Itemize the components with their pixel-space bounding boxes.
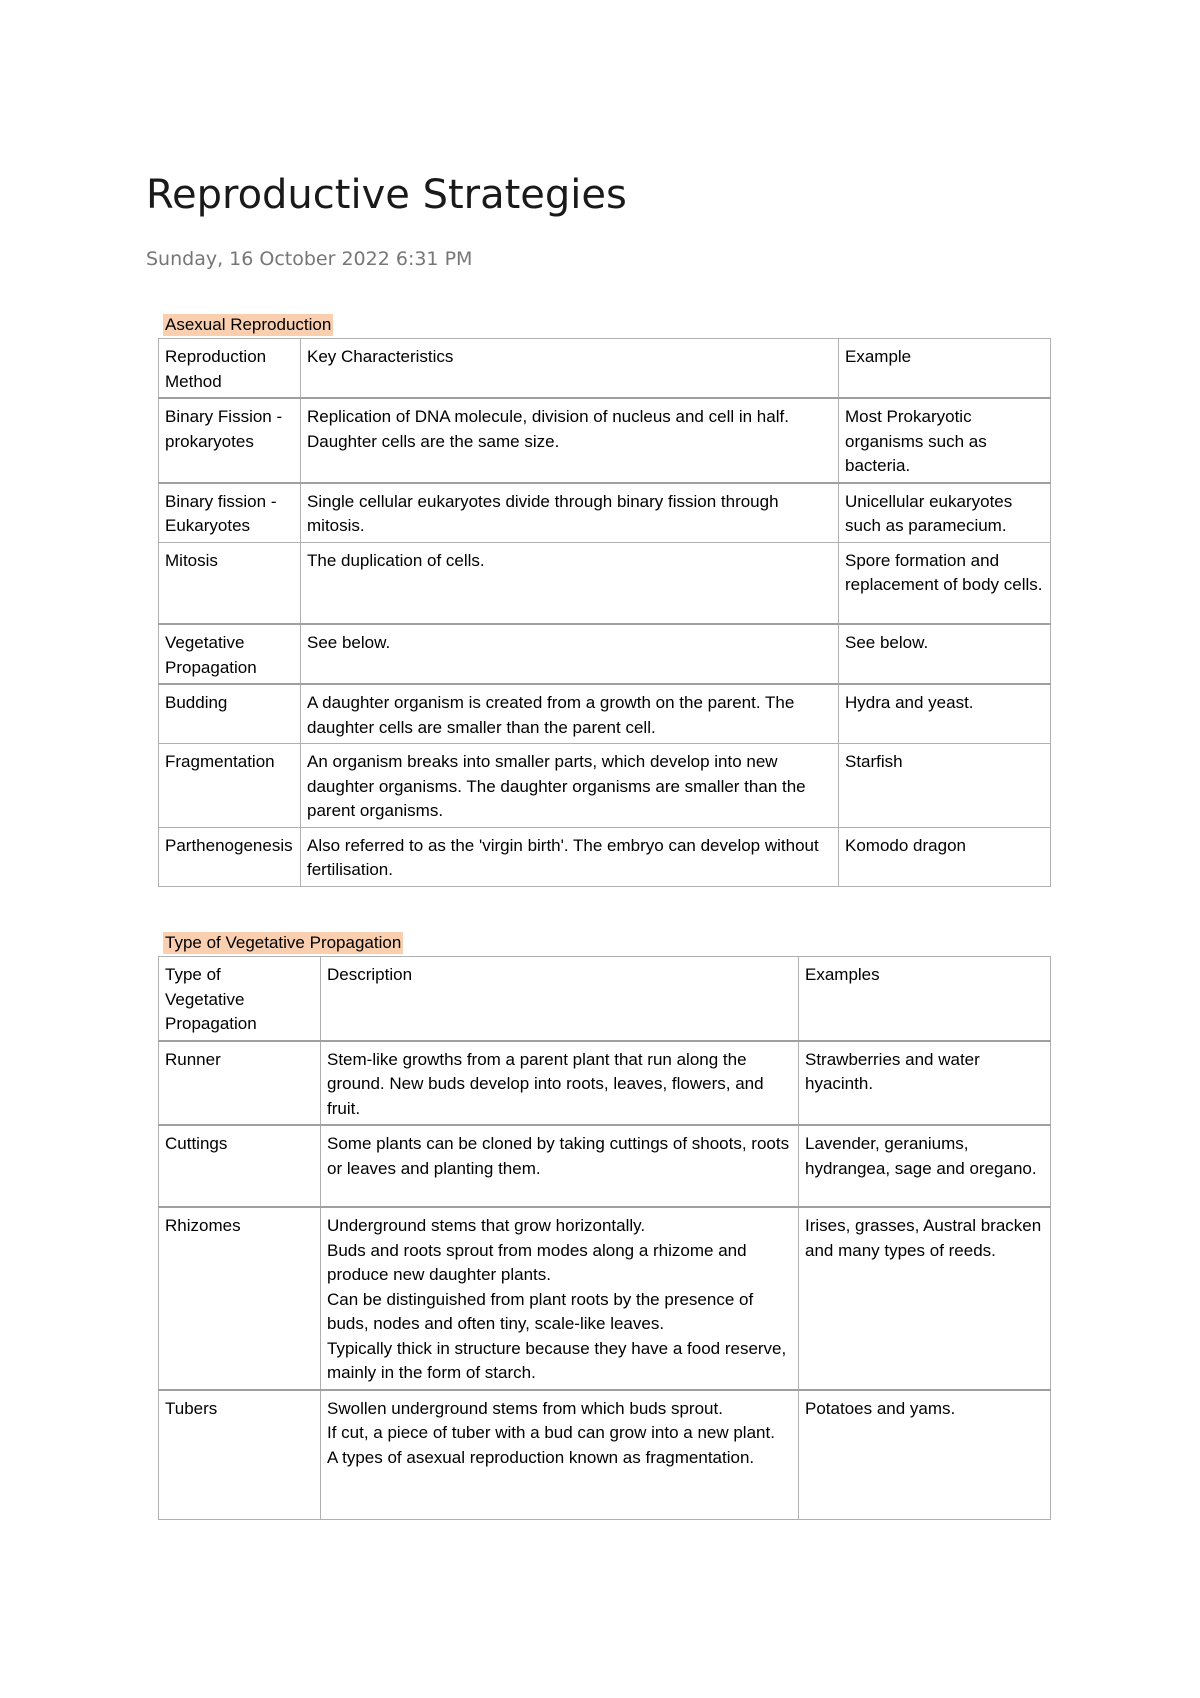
table-header-row — [159, 957, 1051, 1041]
table-cell: Budding — [159, 684, 301, 744]
table-cell: Komodo dragon — [839, 827, 1051, 886]
table-cell: A daughter organism is created from a growth on the parent. The daughter cells are smaller than the parent cell. — [301, 684, 839, 744]
table-cell: Unicellular eukaryotes such as paramecium. — [839, 483, 1051, 543]
table-cell: Tubers — [159, 1390, 321, 1520]
header-cell: Description — [321, 957, 799, 1041]
table-cell: Potatoes and yams. — [799, 1390, 1051, 1520]
table-cell: Rhizomes — [159, 1207, 321, 1390]
table-cell: Starfish — [839, 744, 1051, 828]
table-cell: An organism breaks into smaller parts, which develop into new daughter organisms. The daughter organisms are smaller than the parent organisms. — [301, 744, 839, 828]
table-row — [159, 624, 1051, 684]
table-cell: Cuttings — [159, 1125, 321, 1207]
table-cell: Swollen underground stems from which buds sprout. If cut, a piece of tuber with a bud can grow into a new plant. A types of asexual reproduction known as fragmentation. — [321, 1390, 799, 1520]
asexual-reproduction-table — [158, 338, 1051, 887]
table-cell: Lavender, geraniums, hydrangea, sage and oregano. — [799, 1125, 1051, 1207]
header-cell: Type of Vegetative Propagation — [159, 957, 321, 1041]
vegetative-propagation-section — [158, 932, 1051, 1520]
table-cell: Irises, grasses, Austral bracken and many types of reeds. — [799, 1207, 1051, 1390]
table-cell: Single cellular eukaryotes divide through binary fission through mitosis. — [301, 483, 839, 543]
asexual-reproduction-heading: Asexual Reproduction — [165, 315, 332, 334]
vegetative-propagation-table — [158, 956, 1051, 1520]
table-row — [159, 1207, 1051, 1390]
table-cell: Vegetative Propagation — [159, 624, 301, 684]
table-cell: See below. — [301, 624, 839, 684]
table-row — [159, 1125, 1051, 1207]
table-header-row — [159, 339, 1051, 399]
table-cell: Stem-like growths from a parent plant that run along the ground. New buds develop into roots, leaves, flowers, and fruit. — [321, 1041, 799, 1126]
table-cell: Binary fission - Eukaryotes — [159, 483, 301, 543]
table-cell: Some plants can be cloned by taking cuttings of shoots, roots or leaves and planting them. — [321, 1125, 799, 1207]
table-cell: Fragmentation — [159, 744, 301, 828]
asexual-reproduction-section — [158, 314, 1051, 887]
table-row — [159, 744, 1051, 828]
table-cell: Mitosis — [159, 542, 301, 624]
table-row — [159, 1041, 1051, 1126]
table-cell: Binary Fission - prokaryotes — [159, 398, 301, 483]
table-cell: Parthenogenesis — [159, 827, 301, 886]
table-cell: Strawberries and water hyacinth. — [799, 1041, 1051, 1126]
header-cell: Examples — [799, 957, 1051, 1041]
page-date: Sunday, 16 October 2022 6:31 PM — [146, 248, 473, 270]
table-cell: Runner — [159, 1041, 321, 1126]
table-cell: Spore formation and replacement of body cells. — [839, 542, 1051, 624]
table-row — [159, 483, 1051, 543]
table-cell: See below. — [839, 624, 1051, 684]
header-cell: Reproduction Method — [159, 339, 301, 399]
page-title: Reproductive Strategies — [146, 172, 627, 218]
header-cell: Example — [839, 339, 1051, 399]
header-cell: Key Characteristics — [301, 339, 839, 399]
table-cell: Most Prokaryotic organisms such as bacteria. — [839, 398, 1051, 483]
table-cell: Underground stems that grow horizontally. Buds and roots sprout from modes along a rhizome and produce new daughter plants. Can be distinguished from plant roots by the presence of buds, nodes and often tiny, scale-like leaves. Typically thick in structure because they have a food reserve, mainly in the form of starch. — [321, 1207, 799, 1390]
table-row — [159, 1390, 1051, 1520]
table-row — [159, 542, 1051, 624]
vegetative-propagation-heading: Type of Vegetative Propagation — [165, 933, 402, 952]
table-cell: Hydra and yeast. — [839, 684, 1051, 744]
table-cell: Replication of DNA molecule, division of nucleus and cell in half. Daughter cells are the same size. — [301, 398, 839, 483]
table-row — [159, 398, 1051, 483]
table-row — [159, 684, 1051, 744]
table-cell: The duplication of cells. — [301, 542, 839, 624]
table-cell: Also referred to as the 'virgin birth'. The embryo can develop without fertilisation. — [301, 827, 839, 886]
table-row — [159, 827, 1051, 886]
